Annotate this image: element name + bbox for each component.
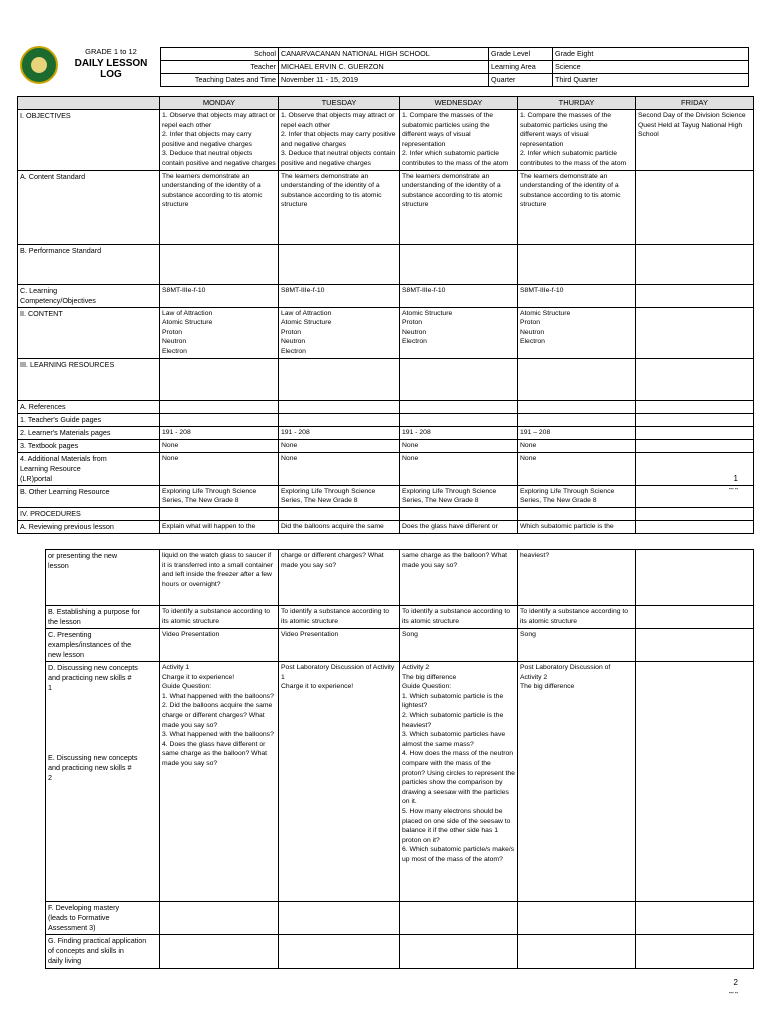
- lesson-row: [18, 439, 754, 452]
- lesson-row: [18, 520, 754, 533]
- lesson-row: [18, 426, 754, 439]
- day-cell-wednesday: S8MT-IIIe-f-10: [400, 284, 518, 307]
- grade-level-value: Grade Eight: [553, 48, 749, 61]
- day-cell-tuesday: [279, 400, 400, 413]
- lesson-row: [18, 452, 754, 485]
- day-cell-friday: [636, 170, 754, 244]
- day-cell-wednesday: 191 - 208: [400, 426, 518, 439]
- day-cell-monday: Exploring Life Through Science Series, The New Grade 8: [160, 485, 279, 507]
- day-cell-monday: None: [160, 452, 279, 485]
- lesson-row: [46, 550, 754, 606]
- day-cell-tuesday: [279, 413, 400, 426]
- day-cell-friday: [636, 400, 754, 413]
- day-cell-friday: Second Day of the Division Science Quest Held at Tayug National High School: [636, 110, 754, 171]
- lesson-row: [18, 110, 754, 171]
- day-cell-thurday: 1. Compare the masses of the subatomic particles using the different ways of visual representation 2. Infer which subatomic particle contributes to the mass of the atom: [518, 110, 636, 171]
- day-cell-thurday: [518, 413, 636, 426]
- lesson-row: [46, 935, 754, 969]
- day-cell-tuesday: The learners demonstrate an understanding of the identity of a substance according to tis atomic structure: [279, 170, 400, 244]
- day-cell-thurday: Post Laboratory Discussion of Activity 2 The big difference: [518, 662, 636, 902]
- dates-label: Teaching Dates and Time: [161, 74, 279, 87]
- day-header: THURDAY: [518, 97, 636, 110]
- day-cell-tuesday: None: [279, 439, 400, 452]
- day-cell-wednesday: 1. Compare the masses of the subatomic particles using the different ways of visual representation 2. Infer which subatomic particle contributes to the mass of the atom: [400, 110, 518, 171]
- day-cell-monday: The learners demonstrate an understanding of the identity of a substance according to tis atomic structure: [160, 170, 279, 244]
- teacher-value: MICHAEL ERVIN C. GUERZON: [279, 61, 489, 74]
- school-value: CANARVACANAN NATIONAL HIGH SCHOOL: [279, 48, 489, 61]
- learning-area-label: Learning Area: [489, 61, 553, 74]
- lesson-row: [18, 244, 754, 284]
- row-label: B. Performance Standard: [18, 244, 160, 284]
- day-cell-thurday: [518, 935, 636, 969]
- day-cell-thurday: heaviest?: [518, 550, 636, 606]
- day-cell-thurday: S8MT-IIIe-f-10: [518, 284, 636, 307]
- document-title: DAILY LESSON LOG: [74, 58, 148, 80]
- day-header: MONDAY: [160, 97, 279, 110]
- day-cell-monday: Explain what will happen to the: [160, 520, 279, 533]
- day-cell-monday: To identify a substance according to its atomic structure: [160, 606, 279, 629]
- day-cell-monday: liquid on the watch glass to saucer if it is transferred into a small container and left inside the freezer after a few hours or overnight?: [160, 550, 279, 606]
- day-cell-friday: [636, 902, 754, 935]
- day-cell-friday: [636, 520, 754, 533]
- day-cell-thurday: 191 – 208: [518, 426, 636, 439]
- day-cell-monday: 191 - 208: [160, 426, 279, 439]
- school-label: School: [161, 48, 279, 61]
- lesson-log-table-page2: [45, 549, 754, 969]
- lesson-log-table-page1: [17, 96, 754, 534]
- day-cell-wednesday: Activity 2 The big difference Guide Question: 1. Which subatomic particle is the lightest? 2. Which subatomic particle is the heaviest? 3. Which subatomic particles have almost the same mass? 4. How does the mass of the neutron compare with the mass of the proton? Using circles to represent the particles show the comparison by drawing a seesaw with the particles on it. 5. How many electrons should be placed on one side of the seesaw to balance it if the other side has 1 proton on it? 6. Which subatomic particle/s make/s up most of the mass of the atom?: [400, 662, 518, 902]
- day-cell-tuesday: 191 - 208: [279, 426, 400, 439]
- day-cell-friday: [636, 935, 754, 969]
- lesson-row: [18, 284, 754, 307]
- teacher-label: Teacher: [161, 61, 279, 74]
- day-cell-tuesday: To identify a substance according to its atomic structure: [279, 606, 400, 629]
- row-label: II. CONTENT: [18, 307, 160, 358]
- row-label: 2. Learner's Materials pages: [18, 426, 160, 439]
- day-cell-tuesday: [279, 902, 400, 935]
- grade-level-label: Grade Level: [489, 48, 553, 61]
- day-cell-friday: [636, 284, 754, 307]
- day-cell-monday: [160, 413, 279, 426]
- day-cell-monday: [160, 507, 279, 520]
- row-label: III. LEARNING RESOURCES: [18, 358, 160, 400]
- row-label: A. References: [18, 400, 160, 413]
- day-cell-friday: [636, 413, 754, 426]
- row-label: C. Learning Competency/Objectives: [18, 284, 160, 307]
- corner-cell: [18, 97, 160, 110]
- learning-area-value: Science: [553, 61, 749, 74]
- day-cell-wednesday: [400, 413, 518, 426]
- day-cell-monday: Video Presentation: [160, 629, 279, 662]
- day-cell-monday: [160, 400, 279, 413]
- day-cell-thurday: [518, 400, 636, 413]
- day-cell-monday: [160, 358, 279, 400]
- day-cell-tuesday: charge or different charges? What made you say so?: [279, 550, 400, 606]
- day-cell-tuesday: 1. Observe that objects may attract or repel each other 2. Infer that objects may carry positive and negative charges 3. Deduce that neutral objects contain positive and negative charges: [279, 110, 400, 171]
- day-cell-tuesday: Law of Attraction Atomic Structure Proton Neutron Electron: [279, 307, 400, 358]
- day-cell-friday: [636, 606, 754, 629]
- page-footer-mark: ▪▪▪ ▪▪: [728, 486, 738, 491]
- day-cell-wednesday: To identify a substance according to its atomic structure: [400, 606, 518, 629]
- day-cell-thurday: [518, 507, 636, 520]
- day-cell-monday: 1. Observe that objects may attract or repel each other 2. Infer that objects may carry positive and negative charges 3. Deduce that neutral objects contain positive and negative charges: [160, 110, 279, 171]
- day-header: TUESDAY: [279, 97, 400, 110]
- page-number: 2: [733, 978, 738, 987]
- day-cell-wednesday: [400, 507, 518, 520]
- day-cell-thurday: Exploring Life Through Science Series, The New Grade 8: [518, 485, 636, 507]
- day-cell-tuesday: [279, 358, 400, 400]
- day-cell-wednesday: Song: [400, 629, 518, 662]
- row-label: 1. Teacher's Guide pages: [18, 413, 160, 426]
- day-cell-wednesday: Does the glass have different or: [400, 520, 518, 533]
- day-cell-thurday: Which subatomic particle is the: [518, 520, 636, 533]
- day-cell-tuesday: Post Laboratory Discussion of Activity 1 Charge it to experience!: [279, 662, 400, 902]
- day-cell-monday: [160, 902, 279, 935]
- lesson-row: [18, 507, 754, 520]
- lesson-row: [18, 307, 754, 358]
- lesson-row: [46, 629, 754, 662]
- row-label: A. Content Standard: [18, 170, 160, 244]
- day-cell-friday: [636, 426, 754, 439]
- row-label: I. OBJECTIVES: [18, 110, 160, 171]
- day-cell-monday: S8MT-IIIe-f-10: [160, 284, 279, 307]
- day-cell-thurday: Atomic Structure Proton Neutron Electron: [518, 307, 636, 358]
- day-cell-monday: Activity 1 Charge it to experience! Guide Question: 1. What happened with the balloons? 2. Did the balloons acquire the same charge or different charges? What made you say so? 3. What happened with the balloons? 4. Does the glass have different or same charge as the balloon? What made you say so?: [160, 662, 279, 902]
- dates-value: November 11 - 15, 2019: [279, 74, 489, 87]
- day-cell-wednesday: same charge as the balloon? What made you say so?: [400, 550, 518, 606]
- deped-seal-logo: [20, 46, 58, 84]
- header-row-dates: [161, 74, 749, 87]
- day-cell-monday: [160, 244, 279, 284]
- day-cell-tuesday: Exploring Life Through Science Series, The New Grade 8: [279, 485, 400, 507]
- day-cell-thurday: None: [518, 439, 636, 452]
- day-cell-thurday: The learners demonstrate an understanding of the identity of a substance according to tis atomic structure: [518, 170, 636, 244]
- day-cell-wednesday: None: [400, 452, 518, 485]
- day-cell-friday: [636, 307, 754, 358]
- lesson-row: [46, 606, 754, 629]
- lesson-row: [46, 662, 754, 902]
- day-cell-friday: [636, 550, 754, 606]
- day-cell-tuesday: Did the balloons acquire the same: [279, 520, 400, 533]
- lesson-row: [18, 485, 754, 507]
- quarter-label: Quarter: [489, 74, 553, 87]
- lesson-row: [18, 170, 754, 244]
- day-cell-wednesday: [400, 902, 518, 935]
- lesson-row: [18, 358, 754, 400]
- day-cell-friday: [636, 358, 754, 400]
- row-label: 3. Textbook pages: [18, 439, 160, 452]
- day-cell-friday: [636, 244, 754, 284]
- day-cell-tuesday: S8MT-IIIe-f-10: [279, 284, 400, 307]
- day-cell-wednesday: Atomic Structure Proton Neutron Electron: [400, 307, 518, 358]
- day-cell-thurday: Song: [518, 629, 636, 662]
- header-row-school: [161, 48, 749, 61]
- quarter-value: Third Quarter: [553, 74, 749, 87]
- row-label: C. Presenting examples/instances of the new lesson: [46, 629, 160, 662]
- grade-range: GRADE 1 to 12: [85, 47, 137, 56]
- day-cell-wednesday: None: [400, 439, 518, 452]
- day-cell-wednesday: The learners demonstrate an understanding of the identity of a substance according to tis atomic structure: [400, 170, 518, 244]
- page-footer-mark: ▪▪▪ ▪▪: [728, 990, 738, 995]
- day-header: FRIDAY: [636, 97, 754, 110]
- row-label: G. Finding practical application of concepts and skills in daily living: [46, 935, 160, 969]
- row-label: 4. Additional Materials from Learning Resource (LR)portal: [18, 452, 160, 485]
- row-label: B. Establishing a purpose for the lesson: [46, 606, 160, 629]
- day-cell-friday: [636, 507, 754, 520]
- day-cell-monday: [160, 935, 279, 969]
- row-label: or presenting the new lesson: [46, 550, 160, 606]
- day-cell-wednesday: [400, 358, 518, 400]
- day-cell-thurday: [518, 902, 636, 935]
- day-cell-wednesday: [400, 935, 518, 969]
- day-cell-friday: [636, 629, 754, 662]
- row-label: F. Developing mastery (leads to Formative Assessment 3): [46, 902, 160, 935]
- day-cell-tuesday: [279, 507, 400, 520]
- day-cell-monday: Law of Attraction Atomic Structure Proton Neutron Electron: [160, 307, 279, 358]
- day-cell-friday: [636, 662, 754, 902]
- day-cell-tuesday: Video Presentation: [279, 629, 400, 662]
- day-cell-wednesday: [400, 244, 518, 284]
- lesson-row: [18, 413, 754, 426]
- lesson-row: [18, 400, 754, 413]
- day-cell-wednesday: Exploring Life Through Science Series, The New Grade 8: [400, 485, 518, 507]
- day-cell-monday: None: [160, 439, 279, 452]
- day-header: WEDNESDAY: [400, 97, 518, 110]
- page-number: 1: [733, 474, 738, 483]
- day-cell-thurday: [518, 358, 636, 400]
- day-cell-thurday: [518, 244, 636, 284]
- lesson-row: [46, 902, 754, 935]
- header-row-teacher: [161, 61, 749, 74]
- day-cell-thurday: None: [518, 452, 636, 485]
- day-cell-tuesday: None: [279, 452, 400, 485]
- row-label: D. Discussing new concepts and practicing new skills # 1 E. Discussing new concepts and practicing new skills # 2: [46, 662, 160, 902]
- row-label: A. Reviewing previous lesson: [18, 520, 160, 533]
- day-cell-tuesday: [279, 935, 400, 969]
- row-label: IV. PROCEDURES: [18, 507, 160, 520]
- header-info-table: [160, 47, 749, 87]
- day-cell-wednesday: [400, 400, 518, 413]
- day-header-row: [18, 97, 754, 110]
- day-cell-friday: [636, 439, 754, 452]
- row-label: B. Other Learning Resource: [18, 485, 160, 507]
- day-cell-thurday: To identify a substance according to its atomic structure: [518, 606, 636, 629]
- day-cell-tuesday: [279, 244, 400, 284]
